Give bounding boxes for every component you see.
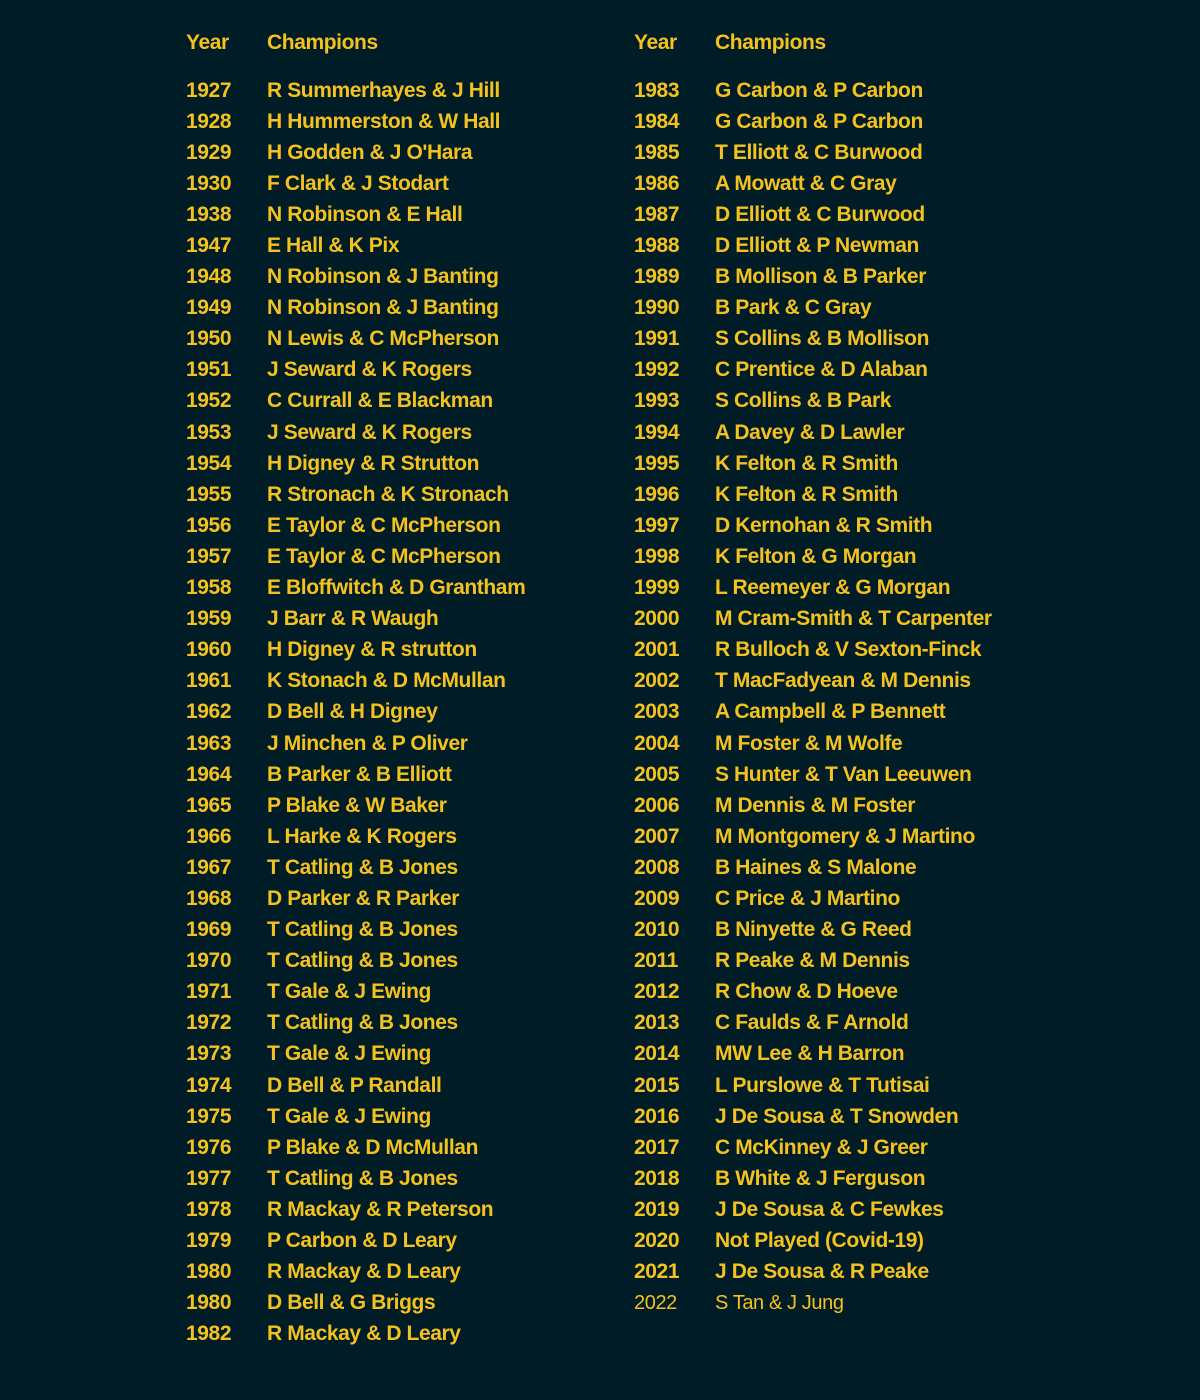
table-row: [634, 355, 992, 386]
year-header: Year: [186, 31, 229, 54]
year-cell: 1964: [186, 762, 232, 786]
table-row: [634, 510, 992, 541]
champions-cell: C Prentice & D Alaban: [715, 358, 928, 382]
champions-cell: J De Sousa & T Snowden: [715, 1104, 959, 1128]
table-row: [186, 883, 525, 914]
table-row: [186, 1008, 525, 1039]
table-row: [186, 821, 525, 852]
champions-cell: N Lewis & C McPherson: [267, 327, 499, 351]
table-row: [634, 573, 992, 604]
year-cell: 2016: [634, 1104, 680, 1128]
champions-header: Champions: [267, 31, 378, 54]
year-cell: 2005: [634, 762, 680, 786]
table-row: [186, 541, 525, 572]
year-cell: 2008: [634, 855, 680, 879]
year-cell: 1989: [634, 265, 680, 289]
year-cell: 2011: [634, 949, 678, 973]
table-row: [186, 230, 525, 261]
year-cell: 1982: [186, 1322, 232, 1346]
table-row: [186, 697, 525, 728]
table-row: [186, 915, 525, 946]
champions-cell: A Campbell & P Bennett: [715, 700, 946, 724]
year-cell: 2009: [634, 886, 680, 910]
table-row: [186, 199, 525, 230]
champions-cell: K Felton & G Morgan: [715, 544, 917, 568]
year-cell: 1938: [186, 202, 232, 226]
year-cell: 1997: [634, 513, 680, 537]
champions-cell: J Minchen & P Oliver: [267, 731, 468, 755]
year-cell: 2000: [634, 607, 680, 631]
year-cell: 1973: [186, 1042, 232, 1066]
year-cell: 2003: [634, 700, 680, 724]
champions-cell: M Foster & M Wolfe: [715, 731, 903, 755]
table-row: [186, 417, 525, 448]
table-row: [634, 324, 992, 355]
champions-cell: R Stronach & K Stronach: [267, 482, 509, 506]
table-row: [634, 915, 992, 946]
table-row: [186, 1101, 525, 1132]
table-row: [634, 541, 992, 572]
year-cell: 1974: [186, 1073, 232, 1097]
champions-cell: C Currall & E Blackman: [267, 389, 493, 413]
year-cell: 1957: [186, 544, 232, 568]
champions-cell: R Mackay & D Leary: [267, 1322, 461, 1346]
table-row: [186, 479, 525, 510]
table-row: [634, 635, 992, 666]
champions-cell: R Chow & D Hoeve: [715, 980, 898, 1004]
year-cell: 2004: [634, 731, 680, 755]
table-row: [186, 790, 525, 821]
champions-cell: T Catling & B Jones: [267, 855, 458, 879]
table-row: [634, 75, 992, 106]
year-cell: 1956: [186, 513, 232, 537]
year-cell: 1983: [634, 78, 680, 102]
table-row: [634, 1132, 992, 1163]
table-row: [634, 386, 992, 417]
champions-cell: D Parker & R Parker: [267, 886, 460, 910]
year-cell: 1949: [186, 296, 232, 320]
year-cell: 1968: [186, 886, 232, 910]
table-row: [634, 1008, 992, 1039]
table-row: [186, 106, 525, 137]
table-row: [186, 510, 525, 541]
table-row: [186, 386, 525, 417]
champions-cell: S Tan & J Jung: [715, 1291, 844, 1314]
year-cell: 1955: [186, 482, 232, 506]
champions-cell: G Carbon & P Carbon: [715, 109, 923, 133]
champions-cell: M Cram-Smith & T Carpenter: [715, 607, 992, 631]
year-cell: 1987: [634, 202, 680, 226]
year-cell: 1959: [186, 607, 232, 631]
champions-cell: P Blake & W Baker: [267, 793, 447, 817]
table-row: [186, 1225, 525, 1256]
champions-cell: C Faulds & F Arnold: [715, 1011, 909, 1035]
champions-cell: B Park & C Gray: [715, 296, 872, 320]
table-row: [186, 262, 525, 293]
year-cell: 1996: [634, 482, 680, 506]
year-cell: 1969: [186, 918, 232, 942]
champions-cell: C McKinney & J Greer: [715, 1135, 928, 1159]
table-row: [186, 852, 525, 883]
table-row: [186, 324, 525, 355]
year-cell: 1978: [186, 1197, 232, 1221]
table-row: [186, 1257, 525, 1288]
champions-cell: J De Sousa & R Peake: [715, 1260, 929, 1284]
champions-cell: N Robinson & J Banting: [267, 296, 499, 320]
year-cell: 1930: [186, 171, 232, 195]
champions-cell: N Robinson & J Banting: [267, 265, 499, 289]
champions-cell: T Catling & B Jones: [267, 1011, 458, 1035]
champions-cell: D Bell & G Briggs: [267, 1291, 436, 1315]
champions-cell: T Gale & J Ewing: [267, 980, 431, 1004]
champions-cell: J Seward & K Rogers: [267, 420, 472, 444]
champions-cell: R Mackay & D Leary: [267, 1260, 461, 1284]
champions-cell: S Hunter & T Van Leeuwen: [715, 762, 972, 786]
table-row: [634, 852, 992, 883]
champions-cell: D Bell & P Randall: [267, 1073, 442, 1097]
champions-header: Champions: [715, 31, 826, 54]
table-row: [634, 821, 992, 852]
champions-cell: G Carbon & P Carbon: [715, 78, 923, 102]
table-row: [634, 448, 992, 479]
year-cell: 1948: [186, 265, 232, 289]
year-cell: 1970: [186, 949, 232, 973]
year-cell: 2012: [634, 980, 680, 1004]
year-cell: 2010: [634, 918, 680, 942]
champions-cell: S Collins & B Park: [715, 389, 892, 413]
table-row: [634, 728, 992, 759]
year-cell: 1994: [634, 420, 680, 444]
table-row: [186, 355, 525, 386]
table-row: [634, 417, 992, 448]
table-row: [186, 168, 525, 199]
champions-cell: J Barr & R Waugh: [267, 607, 439, 631]
champions-cell: J De Sousa & C Fewkes: [715, 1197, 944, 1221]
table-row: [186, 977, 525, 1008]
champions-cell: B Parker & B Elliott: [267, 762, 452, 786]
year-cell: 1954: [186, 451, 232, 475]
champions-list-left: [186, 75, 525, 1350]
champions-cell: T Elliott & C Burwood: [715, 140, 923, 164]
year-cell: 1958: [186, 576, 232, 600]
champions-cell: T MacFadyean & M Dennis: [715, 669, 971, 693]
table-row: [186, 666, 525, 697]
year-cell: 1961: [186, 669, 232, 693]
year-cell: 1988: [634, 234, 680, 258]
champions-cell: B Ninyette & G Reed: [715, 918, 912, 942]
champions-cell: C Price & J Martino: [715, 886, 900, 910]
table-row: [186, 1288, 525, 1319]
table-row: [634, 1257, 992, 1288]
table-row: [634, 883, 992, 914]
champions-cell: Not Played (Covid-19): [715, 1229, 924, 1253]
table-row: [186, 1070, 525, 1101]
champions-column-right: [634, 26, 992, 1319]
year-cell: 2014: [634, 1042, 680, 1066]
champions-cell: E Bloffwitch & D Grantham: [267, 576, 526, 600]
champions-cell: R Summerhayes & J Hill: [267, 78, 500, 102]
champions-cell: D Elliott & C Burwood: [715, 202, 925, 226]
champions-cell: L Reemeyer & G Morgan: [715, 576, 951, 600]
year-cell: 1928: [186, 109, 232, 133]
champions-cell: T Catling & B Jones: [267, 918, 458, 942]
year-cell: 1990: [634, 296, 680, 320]
table-row: [634, 262, 992, 293]
champions-cell: L Purslowe & T Tutisai: [715, 1073, 930, 1097]
champions-cell: R Bulloch & V Sexton-Finck: [715, 638, 982, 662]
champions-cell: E Hall & K Pix: [267, 234, 400, 258]
champions-cell: E Taylor & C McPherson: [267, 513, 501, 537]
table-row: [634, 946, 992, 977]
table-row: [186, 573, 525, 604]
table-row: [634, 199, 992, 230]
champions-column-left: [186, 26, 525, 1350]
champions-cell: D Elliott & P Newman: [715, 234, 919, 258]
table-row: [634, 977, 992, 1008]
year-cell: 1967: [186, 855, 232, 879]
table-row: [186, 1319, 525, 1350]
table-row: [186, 137, 525, 168]
year-cell: 1976: [186, 1135, 232, 1159]
table-row: [634, 168, 992, 199]
champions-cell: T Gale & J Ewing: [267, 1104, 431, 1128]
champions-cell: K Stonach & D McMullan: [267, 669, 506, 693]
table-row: [186, 1163, 525, 1194]
table-row: [634, 790, 992, 821]
table-row: [634, 1163, 992, 1194]
table-row: [634, 479, 992, 510]
table-row: [186, 1039, 525, 1070]
champions-cell: H Hummerston & W Hall: [267, 109, 501, 133]
champions-cell: R Mackay & R Peterson: [267, 1197, 494, 1221]
champions-cell: S Collins & B Mollison: [715, 327, 930, 351]
champions-cell: A Davey & D Lawler: [715, 420, 905, 444]
table-row: [634, 1225, 992, 1256]
year-cell: 1927: [186, 78, 232, 102]
year-header: Year: [634, 31, 677, 54]
year-cell: 1992: [634, 358, 680, 382]
year-cell: 2013: [634, 1011, 680, 1035]
champions-cell: B White & J Ferguson: [715, 1166, 926, 1190]
year-cell: 2015: [634, 1073, 680, 1097]
year-cell: 1975: [186, 1104, 232, 1128]
champions-cell: A Mowatt & C Gray: [715, 171, 897, 195]
champions-cell: P Blake & D McMullan: [267, 1135, 479, 1159]
champions-cell: K Felton & R Smith: [715, 482, 898, 506]
year-cell: 1962: [186, 700, 232, 724]
table-row: [634, 1288, 992, 1319]
year-cell: 1999: [634, 576, 680, 600]
table-row: [634, 230, 992, 261]
year-cell: 1929: [186, 140, 232, 164]
year-cell: 2002: [634, 669, 680, 693]
champions-cell: D Kernohan & R Smith: [715, 513, 933, 537]
year-cell: 2007: [634, 824, 680, 848]
year-cell: 1979: [186, 1229, 232, 1253]
year-cell: 1995: [634, 451, 680, 475]
table-row: [186, 604, 525, 635]
table-row: [634, 1101, 992, 1132]
table-row: [634, 604, 992, 635]
year-cell: 1950: [186, 327, 232, 351]
table-row: [634, 106, 992, 137]
table-row: [634, 137, 992, 168]
column-header: [186, 26, 525, 60]
champions-cell: E Taylor & C McPherson: [267, 544, 501, 568]
champions-list-right: [634, 75, 992, 1319]
champions-cell: L Harke & K Rogers: [267, 824, 457, 848]
year-cell: 1980: [186, 1260, 232, 1284]
table-row: [634, 293, 992, 324]
year-cell: 2017: [634, 1135, 680, 1159]
champions-cell: MW Lee & H Barron: [715, 1042, 905, 1066]
year-cell: 1952: [186, 389, 232, 413]
champions-cell: R Peake & M Dennis: [715, 949, 910, 973]
year-cell: 2018: [634, 1166, 680, 1190]
year-cell: 1998: [634, 544, 680, 568]
table-row: [186, 946, 525, 977]
table-row: [634, 1194, 992, 1225]
year-cell: 1984: [634, 109, 680, 133]
year-cell: 2021: [634, 1260, 680, 1284]
year-cell: 2001: [634, 638, 680, 662]
table-row: [634, 1039, 992, 1070]
champions-cell: T Gale & J Ewing: [267, 1042, 431, 1066]
champions-cell: J Seward & K Rogers: [267, 358, 472, 382]
champions-cell: T Catling & B Jones: [267, 949, 458, 973]
champions-cell: T Catling & B Jones: [267, 1166, 458, 1190]
champions-cell: N Robinson & E Hall: [267, 202, 463, 226]
year-cell: 1947: [186, 234, 232, 258]
year-cell: 1966: [186, 824, 232, 848]
champions-cell: B Haines & S Malone: [715, 855, 917, 879]
champions-cell: D Bell & H Digney: [267, 700, 438, 724]
champions-cell: P Carbon & D Leary: [267, 1229, 457, 1253]
champions-cell: M Dennis & M Foster: [715, 793, 916, 817]
year-cell: 2019: [634, 1197, 680, 1221]
year-cell: 1985: [634, 140, 680, 164]
year-cell: 2022: [634, 1291, 677, 1314]
champions-cell: H Digney & R Strutton: [267, 451, 480, 475]
table-row: [634, 697, 992, 728]
champions-cell: B Mollison & B Parker: [715, 265, 926, 289]
table-row: [186, 448, 525, 479]
table-row: [186, 1132, 525, 1163]
year-cell: 1986: [634, 171, 680, 195]
table-row: [186, 728, 525, 759]
table-row: [634, 666, 992, 697]
table-row: [634, 759, 992, 790]
table-row: [186, 293, 525, 324]
year-cell: 1991: [634, 327, 680, 351]
year-cell: 1980: [186, 1291, 232, 1315]
table-row: [186, 75, 525, 106]
table-row: [186, 635, 525, 666]
year-cell: 2006: [634, 793, 680, 817]
champions-cell: F Clark & J Stodart: [267, 171, 449, 195]
column-header: [634, 26, 992, 60]
year-cell: 1963: [186, 731, 232, 755]
year-cell: 1993: [634, 389, 680, 413]
year-cell: 1960: [186, 638, 232, 662]
year-cell: 1953: [186, 420, 232, 444]
year-cell: 1977: [186, 1166, 232, 1190]
champions-cell: M Montgomery & J Martino: [715, 824, 975, 848]
year-cell: 1972: [186, 1011, 232, 1035]
table-row: [634, 1070, 992, 1101]
year-cell: 1971: [186, 980, 232, 1004]
table-row: [186, 1194, 525, 1225]
champions-cell: H Digney & R strutton: [267, 638, 477, 662]
year-cell: 1951: [186, 358, 232, 382]
champions-cell: H Godden & J O'Hara: [267, 140, 473, 164]
table-row: [186, 759, 525, 790]
year-cell: 1965: [186, 793, 232, 817]
year-cell: 2020: [634, 1229, 680, 1253]
champions-cell: K Felton & R Smith: [715, 451, 898, 475]
